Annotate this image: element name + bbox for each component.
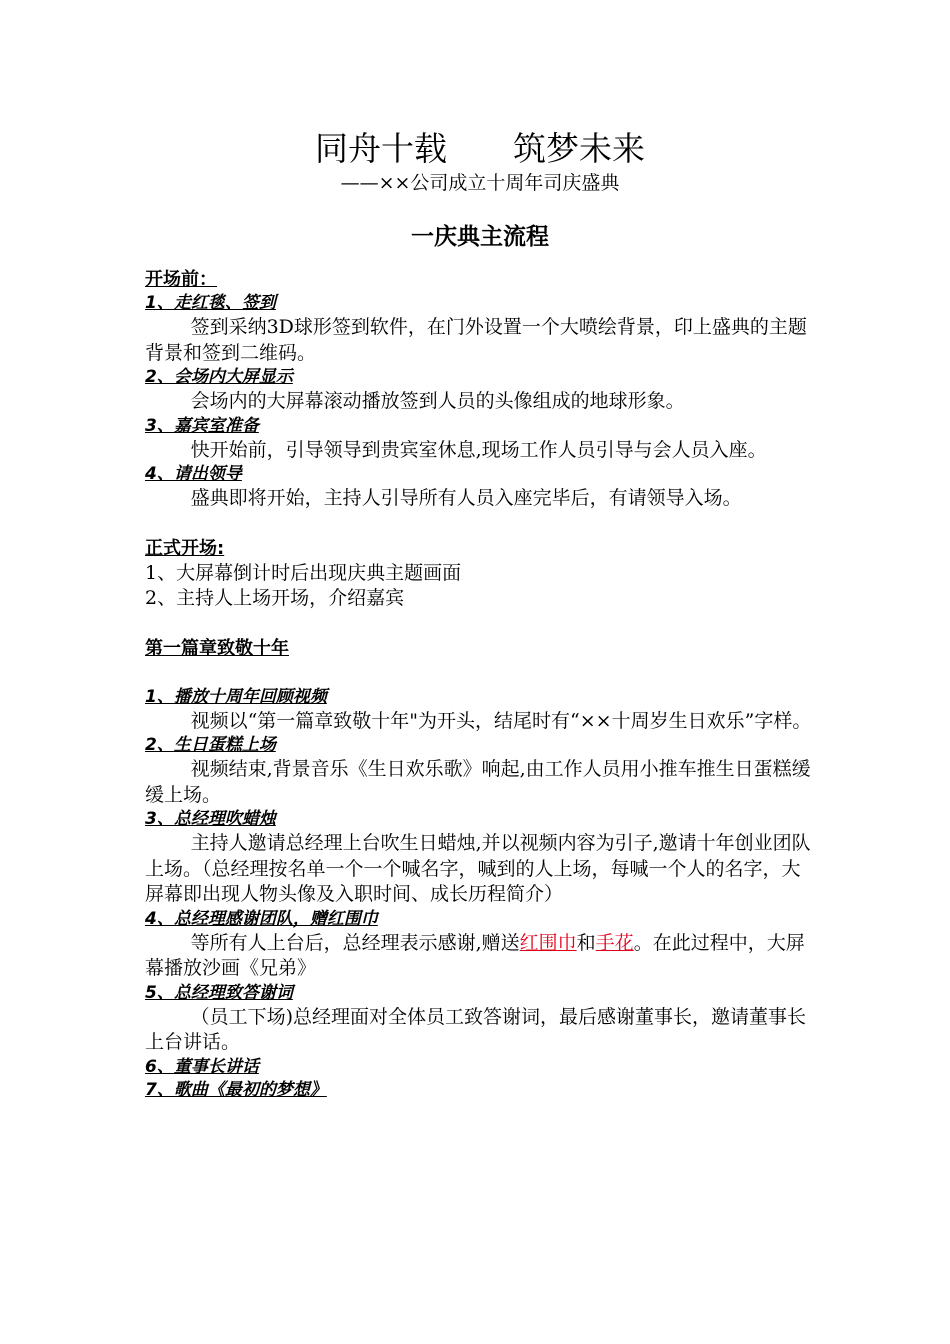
- item-title: 6、董事长讲话: [145, 1056, 259, 1077]
- section-heading-formal-opening: 正式开场:: [145, 537, 225, 559]
- item-title: 1、走红毯、签到: [145, 293, 276, 313]
- text-span: 。在此过程中，大屏幕播放沙画《兄弟》: [145, 931, 805, 979]
- page-subtitle: ——××公司成立十周年司庆盛典: [340, 172, 620, 194]
- item-title: 3、嘉宾室准备: [145, 415, 259, 436]
- spacer: [145, 512, 815, 537]
- list-line: 1、大屏幕倒计时后出现庆典主题画面: [145, 561, 462, 584]
- item-title: 4、请出领导: [145, 464, 242, 484]
- item-title: 1、播放十周年回顾视频: [145, 686, 327, 707]
- item-title: 4、总经理感谢团队，赠红围巾: [145, 908, 378, 929]
- item-text: [145, 931, 815, 982]
- section-heading-chapter-one: 第一篇章致敬十年: [145, 637, 289, 659]
- item-text: 主持人邀请总经理上台吹生日蜡烛,并以视频内容为引子,邀请十年创业团队上场。（总经理按名单一个一个喊名字，喊到的人上场，每喊一个人的名字，大屏幕即出现人物头像及入职时间、成长历程简介）: [145, 832, 811, 905]
- item-title: 5、总经理致答谢词: [145, 982, 293, 1003]
- highlight-hand-flower: 手花: [595, 931, 634, 954]
- item-text: 盛典即将开始，主持人引导所有人员入座完毕后，有请领导入场。: [190, 487, 742, 509]
- item-text: 快开始前，引导领导到贵宾室休息,现场工作人员引导与会人员入座。: [190, 438, 767, 461]
- highlight-red-scarf: 红围巾: [519, 931, 577, 954]
- item-title: 2、会场内大屏显示: [145, 367, 293, 387]
- document-page: [145, 128, 815, 1102]
- item-text: 视频结束,背景音乐《生日欢乐歌》响起,由工作人员用小推车推生日蛋糕缓缓上场。: [145, 758, 811, 806]
- item-text: 会场内的大屏幕滚动播放签到人员的头像组成的地球形象。: [190, 390, 685, 412]
- item-text: （员工下场)总经理面对全体员工致答谢词，最后感谢董事长，邀请董事长上台讲话。: [145, 1005, 807, 1053]
- spacer: [145, 661, 815, 686]
- text-span: 和: [576, 931, 596, 954]
- list-line: 2、主持人上场开场，介绍嘉宾: [145, 587, 405, 609]
- item-title: 3、总经理吹蜡烛: [145, 809, 276, 829]
- text-span: 等所有人上台后，总经理表示感谢,赠送: [190, 931, 520, 954]
- item-title: 7、歌曲《最初的梦想》: [145, 1079, 327, 1100]
- item-title: 2、生日蛋糕上场: [145, 735, 276, 755]
- flow-heading: 一庆典主流程: [411, 224, 549, 250]
- item-text: 签到采纳3D球形签到软件，在门外设置一个大喷绘背景，印上盛典的主题背景和签到二维码。: [145, 316, 807, 364]
- page-title: 同舟十载 筑梦未来: [315, 129, 645, 168]
- section-heading-pre-opening: 开场前：: [145, 269, 217, 290]
- spacer: [145, 612, 815, 637]
- item-text: 视频以“第一篇章致敬十年"为开头，结尾时有“××十周岁生日欢乐”字样。: [190, 709, 812, 732]
